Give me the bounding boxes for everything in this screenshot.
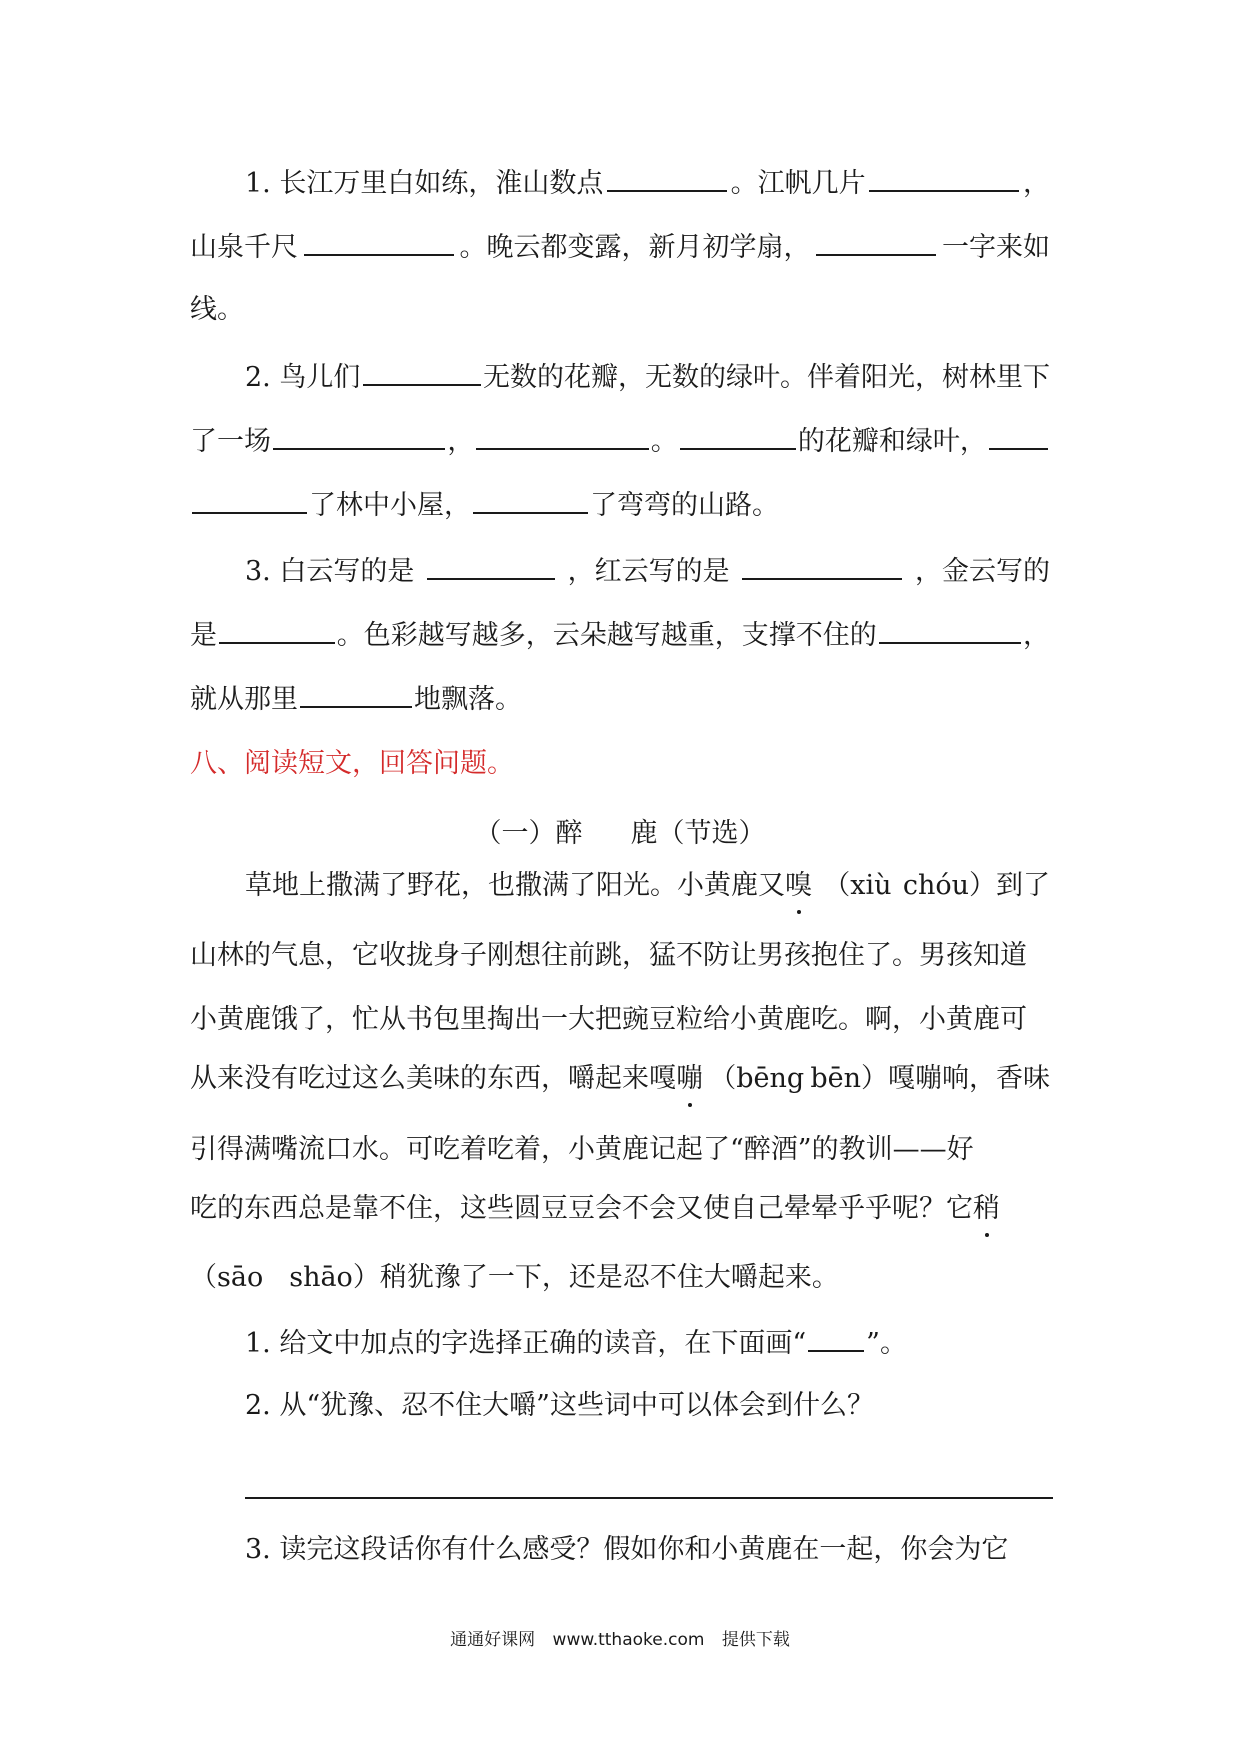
question-3	[245, 1526, 1050, 1574]
q2-text-d: ，	[447, 426, 475, 457]
q1-text-f: 一字来如	[942, 232, 1050, 263]
pinyin-option-f[interactable]: shāo）稍犹豫了一下，还是忍不住大嚼起来。	[289, 1262, 839, 1293]
question-1-underline-sample	[808, 1318, 864, 1352]
q3-text-g: 就从那里	[190, 684, 298, 715]
pinyin-option-b[interactable]: chóu）到了	[902, 870, 1050, 901]
pinyin-option-a[interactable]: （xiù	[823, 870, 892, 901]
question-1-text-a: 1. 给文中加点的字选择正确的读音，在下面画“	[245, 1328, 807, 1359]
q2-blank-6[interactable]	[473, 480, 588, 514]
q3-blank-3[interactable]	[219, 610, 335, 644]
q1-text-g: 线。	[190, 294, 244, 325]
passage-l1a: 草地上撒满了野花，也撒满了阳光。小黄鹿又	[245, 870, 785, 901]
passage-line4-text	[190, 1055, 703, 1103]
passage-title-b: 鹿（节选）	[630, 818, 766, 849]
q2-blank-2[interactable]	[273, 416, 445, 450]
q3-text-a: 3. 白云写的是	[245, 556, 415, 587]
passage-line2: 山林的气息，它收拢身子刚想往前跳，猛不防让男孩抱住了。男孩知道	[190, 940, 1027, 971]
question-2: 2. 从“犹豫、忍不住大嚼”这些词中可以体会到什么？	[245, 1390, 874, 1421]
q3-text-f: ，	[1023, 620, 1050, 651]
q3-blank-1[interactable]	[427, 546, 555, 580]
q3-line2	[190, 610, 1050, 658]
passage-line3: 小黄鹿饿了，忙从书包里掏出一大把豌豆粒给小黄鹿吃。啊，小黄鹿可	[190, 1004, 1027, 1035]
question-1-text-b: ”。	[866, 1328, 907, 1359]
q1-blank-2[interactable]	[869, 158, 1019, 192]
q1-line1	[245, 158, 1050, 206]
q2-blank-4[interactable]	[680, 416, 796, 450]
q3-line3	[190, 674, 1050, 722]
q2-blank-1[interactable]	[363, 352, 481, 386]
q3-text-e: 。色彩越写越多，云朵越写越重，支撑不住的	[336, 620, 877, 651]
dotted-char-xiu: 嗅	[785, 862, 812, 910]
q2-line2	[190, 416, 1050, 464]
passage-title	[0, 810, 1240, 858]
q3-text-b: ，红云写的是	[567, 556, 730, 587]
q2-text-f: 的花瓣和绿叶，	[797, 426, 987, 457]
q1-blank-1[interactable]	[607, 158, 727, 192]
pinyin-option-c[interactable]: （bēng	[709, 1063, 805, 1094]
passage-line5: 引得满嘴流口水。可吃着吃着，小黄鹿记起了“醉酒”的教训——好	[190, 1134, 974, 1165]
passage-line6	[190, 1185, 1050, 1233]
q1-text-b: 。江帆几片	[730, 168, 866, 199]
page-footer	[0, 1625, 1240, 1655]
passage-l4a: 从来没有吃过这么美味的东西，嚼起来嘎	[190, 1063, 676, 1094]
q2-text-c: 了一场	[190, 426, 271, 457]
q3-text-c: ，金云写的	[914, 556, 1050, 587]
footer-site-name: 通通好课网	[450, 1630, 536, 1650]
q3-blank-4[interactable]	[879, 610, 1021, 644]
pinyin-option-e[interactable]: （sāo	[190, 1262, 264, 1293]
passage-line7	[190, 1254, 1050, 1302]
section-heading: 八、阅读短文，回答问题。	[190, 748, 514, 779]
pinyin-option-d[interactable]: bēn）嘎嘣响，香味	[810, 1063, 1050, 1094]
q2-blank-3[interactable]	[476, 416, 648, 450]
question-3-text: 3. 读完这段话你有什么感受？假如你和小黄鹿在一起，你会为它	[245, 1534, 1009, 1565]
q2-text-a: 2. 鸟儿们	[245, 362, 361, 393]
question-2-answer-line[interactable]	[245, 1497, 1053, 1499]
dotted-char-beng: 嘣	[676, 1055, 703, 1103]
passage-line4	[190, 1055, 1050, 1103]
q1-text-d: 山泉千尺	[190, 232, 298, 263]
q3-text-d: 是	[190, 620, 217, 651]
q3-blank-5[interactable]	[300, 674, 412, 708]
passage-title-a: （一）醉	[474, 818, 583, 849]
q3-line1	[245, 546, 1050, 594]
footer-note: 提供下载	[721, 1630, 790, 1650]
q2-text-b: 无数的花瓣，无数的绿叶。伴着阳光，树林里下	[483, 362, 1050, 393]
q2-line3	[190, 480, 1050, 528]
q2-text-g: 了林中小屋，	[309, 490, 471, 521]
q1-blank-3[interactable]	[304, 222, 454, 256]
q2-text-h: 了弯弯的山路。	[590, 490, 779, 521]
q1-line2	[190, 222, 1050, 270]
q2-line1	[245, 352, 1050, 400]
footer-url[interactable]: www.tthaoke.com	[552, 1630, 705, 1650]
question-1	[245, 1318, 1105, 1366]
q3-blank-2[interactable]	[742, 546, 902, 580]
passage-l6a: 吃的东西总是靠不住，这些圆豆豆会不会又使自己晕晕乎乎呢？它	[190, 1193, 973, 1224]
q1-text-c: ，	[1022, 168, 1050, 199]
passage-line1	[245, 862, 1050, 910]
q2-blank-5[interactable]	[989, 416, 1048, 450]
q3-text-h: 地飘落。	[414, 684, 522, 715]
q1-line3	[190, 286, 1050, 334]
q2-blank-5-cont[interactable]	[192, 480, 307, 514]
q1-text-e: 。晚云都变露，新月初学扇，	[459, 232, 811, 263]
q1-blank-4[interactable]	[816, 222, 936, 256]
q2-text-e: 。	[650, 426, 678, 457]
passage-line1-text	[245, 862, 812, 910]
dotted-char-shao: 稍	[973, 1185, 1000, 1233]
q1-text-a: 1. 长江万里白如练，淮山数点	[245, 168, 604, 199]
